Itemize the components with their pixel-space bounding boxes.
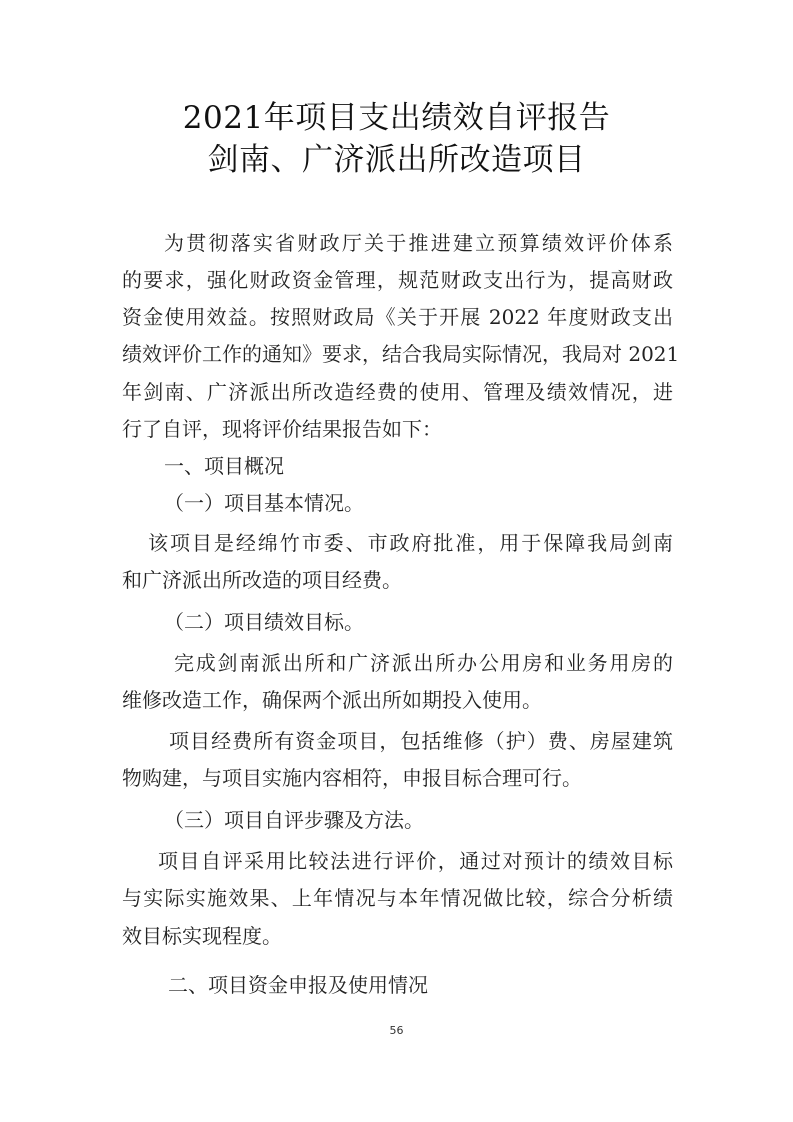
page-number: 56 [389, 1024, 404, 1037]
intro-line: 年剑南、广济派出所改造经费的使用、管理及绩效情况，进 [122, 380, 673, 404]
intro-line: 为贯彻落实省财政厅关于推进建立预算绩效评价体系 [164, 231, 673, 255]
intro-line: 绩效评价工作的通知》要求，结合我局实际情况，我局对 2021 [122, 342, 680, 366]
paragraph-line: 该项目是经绵竹市委、市政府批准，用于保障我局剑南 [148, 531, 673, 555]
paragraph-line: 效目标实现程度。 [122, 924, 282, 948]
paragraph-line: 维修改造工作，确保两个派出所如期投入使用。 [122, 688, 542, 712]
subsection-heading: （一）项目基本情况。 [164, 491, 364, 515]
subsection-heading: （二）项目绩效目标。 [164, 610, 364, 634]
paragraph-line: 和广济派出所改造的项目经费。 [122, 568, 402, 592]
intro-line: 资金使用效益。按照财政局《关于开展 2022 年度财政支出 [122, 305, 673, 329]
subsection-heading: （三）项目自评步骤及方法。 [164, 808, 424, 832]
paragraph-line: 物购建，与项目实施内容相符，申报目标合理可行。 [122, 766, 582, 790]
paragraph-line: 与实际实施效果、上年情况与本年情况做比较，综合分析绩 [122, 886, 673, 910]
section-heading: 一、项目概况 [164, 454, 284, 478]
project-title: 剑南、广济派出所改造项目 [207, 142, 586, 178]
paragraph-line: 完成剑南派出所和广济派出所办公用房和业务用房的 [174, 651, 673, 675]
paragraph-line: 项目经费所有资金项目，包括维修（护）费、房屋建筑 [169, 729, 673, 753]
report-title: 2021年项目支出绩效自评报告 [182, 100, 611, 136]
section-heading: 二、项目资金申报及使用情况 [168, 973, 428, 997]
intro-line: 的要求，强化财政资金管理，规范财政支出行为，提高财政 [122, 268, 673, 292]
intro-line: 行了自评，现将评价结果报告如下： [122, 417, 442, 441]
paragraph-line: 项目自评采用比较法进行评价，通过对预计的绩效目标 [158, 849, 673, 873]
